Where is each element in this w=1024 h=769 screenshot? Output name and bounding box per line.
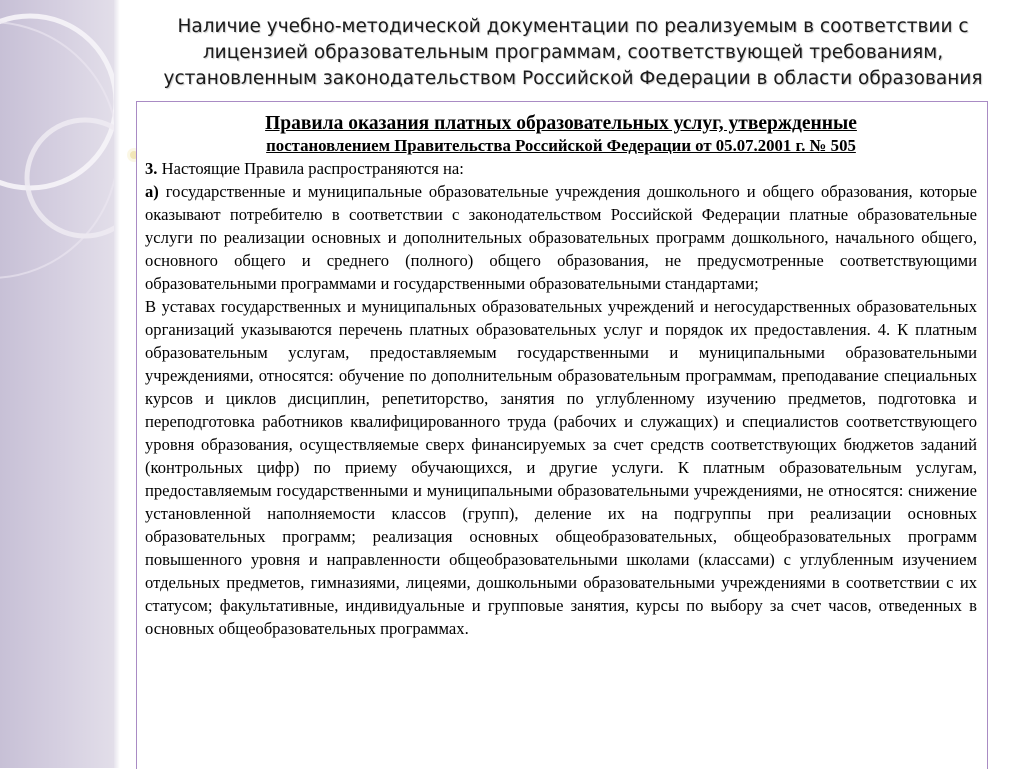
slide-title: Наличие учебно-методической документации по реализуемым в соответствии с лицензией образовательным программам, соответствующей требованиям, установленным законодательством Российской Федерации в области образования	[163, 16, 983, 89]
document-frame	[136, 101, 988, 769]
document-heading: Правила оказания платных образовательных услуг, утвержденные	[265, 113, 857, 134]
item-paragraph	[145, 180, 977, 295]
document-subheading: постановлением Правительства Российской Федерации от 05.07.2001 г. № 505	[266, 136, 856, 155]
decorative-dot-layer	[0, 0, 150, 200]
item-label: а)	[145, 182, 159, 201]
clause-text: Настоящие Правила распространяются на:	[161, 159, 464, 178]
item-text: государственные и муниципальные образовательные учреждения дошкольного и общего образования, которые оказывают потребителю в соответствии с законодательством Российской Федерации платные образовательные услуги по реализации основных и дополнительных образовательных программ дошкольного, начального общего, основного общего и среднего (полного) общего образования, не предусмотренные соответствующими образовательными программами и государственными образовательными стандартами;	[145, 182, 978, 293]
body-paragraph: В уставах государственных и муниципальных образовательных учреждений и негосударственных образовательных организаций указываются перечень платных образовательных услуг и порядок их предоставления. 4. К платным образовательным услугам, предоставляемым государственными и муниципальными образовательными учреждениями, относятся: обучение по дополнительным образовательным программам, преподавание специальных курсов и циклов дисциплин, репетиторство, занятия по углубленному изучению предметов, подготовка и переподготовка работников квалифицированного труда (рабочих и служащих) и специалистов соответствующего уровня образования, осуществляемые сверх финансируемых за счет средств соответствующих бюджетов заданий (контрольных цифр) по приему обучающихся, и другие услуги. К платным образовательным услугам, предоставляемым государственными и муниципальными образовательными учреждениями, не относятся: снижение установленной наполняемости классов (групп), деление их на подгруппы при реализации основных образовательных программ; реализация основных общеобразовательных, общеобразовательных программ повышенного уровня и направленности общеобразовательными школами (классами) с углубленным изучением отдельных предметов, гимназиями, лицеями, дошкольными образовательными учреждениями в соответствии с их статусом; факультативные, индивидуальные и групповые занятия, курсы по выбору за счет часов, отведенных в основных общеобразовательных программах.	[145, 297, 977, 638]
clause-paragraph	[145, 157, 977, 180]
clause-number: 3.	[145, 159, 158, 178]
